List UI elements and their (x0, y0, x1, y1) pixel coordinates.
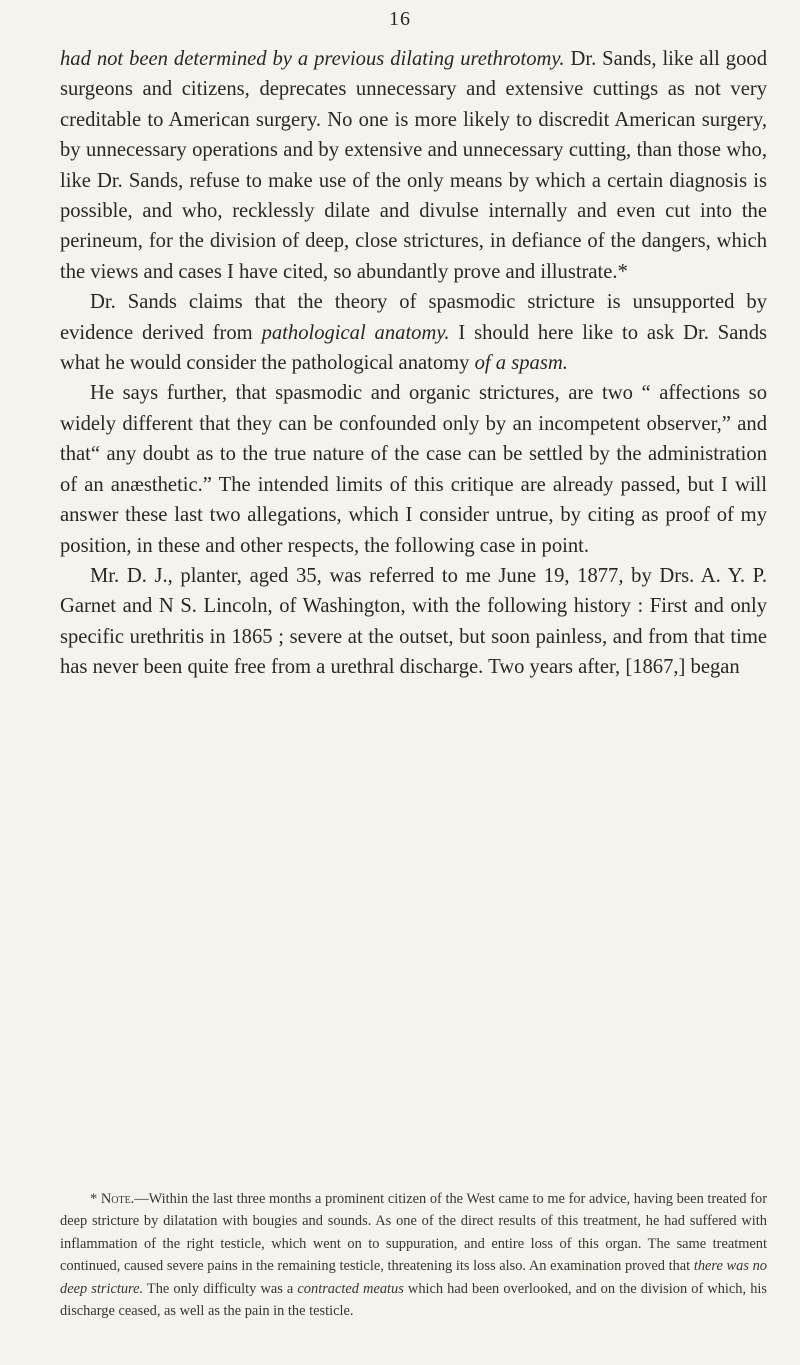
footnote-text-a: —Within the last three months a prominent citizen of the West came to me for advice, having been treated for deep stricture by dilatation with bougies and sounds. As one of the direct results of this treatment, he had suffered with inflammation of the right testicle, which went on to suppuration, and entire loss of this organ. The same treatment continued, caused severe pains in the remaining testicle, threatening its loss also. An examination proved that (60, 1191, 767, 1275)
paragraph-4-text: Mr. D. J., planter, aged 35, was referred to me June 19, 1877, by Drs. A. Y. P. Garnet and N S. Lincoln, of Washington, with the following history : First and only specific urethritis in 1865 ; severe at the outset, but soon painless, and from that time has never been quite free from a urethral discharge. Two years after, [1867,] began (60, 564, 767, 679)
footnote-text-b: The only difficulty was a (143, 1280, 298, 1297)
footnote-label: Note. (100, 1191, 135, 1207)
paragraph-3 (60, 378, 767, 560)
paragraph-2-italic-a: pathological anatomy. (261, 321, 450, 344)
page-number: 16 (389, 8, 411, 30)
paragraph-2-italic-b: of a spasm. (474, 352, 568, 375)
footnote (60, 1188, 767, 1322)
paragraph-1-text: Dr. Sands, like all good surgeons and citizens, deprecates unnecessary and extensive cuttings as not very creditable to American surgery. No one is more likely to discredit American surgery, by unnecessary operations and by extensive and unnecessary cutting, than those who, like Dr. Sands, refuse to make use of the only means by which a certain diagnosis is possible, and who, recklessly dilate and divulse internally and even cut into the perineum, for the division of deep, close strictures, in defiance of the dangers, which the views and cases I have cited, so abundantly prove and illustrate.* (60, 48, 767, 283)
footnote-italic-b: contracted meatus (297, 1280, 404, 1297)
footnote-paragraph (60, 1188, 767, 1322)
footnote-marker: * (90, 1191, 101, 1207)
paragraph-2-text-b: I should here like to ask Dr. Sands what he would consider the pathological anatomy (60, 321, 768, 375)
paragraph-2-text-a: Dr. Sands claims that the theory of spasmodic stricture is unsupported by evidence derived from (60, 291, 767, 344)
paragraph-2 (60, 287, 767, 378)
footnote-text-c: which had been overlooked, and on the division of which, his discharge ceased, as well as the pain in the testicle. (60, 1280, 767, 1320)
paragraph-1-italic: had not been determined by a previous dilating urethrotomy. (60, 48, 565, 70)
paragraph-3-text: He says further, that spasmodic and organic strictures, are two “ affections so widely different that they can be confounded only by an incompetent observer,” and that“ any doubt as to the true nature of the case can be settled by the administration of an anæsthetic.” The intended limits of this critique are already passed, but I will answer these last two allegations, which I consider untrue, by citing as proof of my position, in these and other respects, the following case in point. (60, 382, 767, 557)
body-text (60, 44, 767, 683)
paragraph-1 (60, 44, 767, 287)
footnote-italic-a: there was no deep stricture. (60, 1258, 767, 1297)
paragraph-4 (60, 561, 767, 683)
